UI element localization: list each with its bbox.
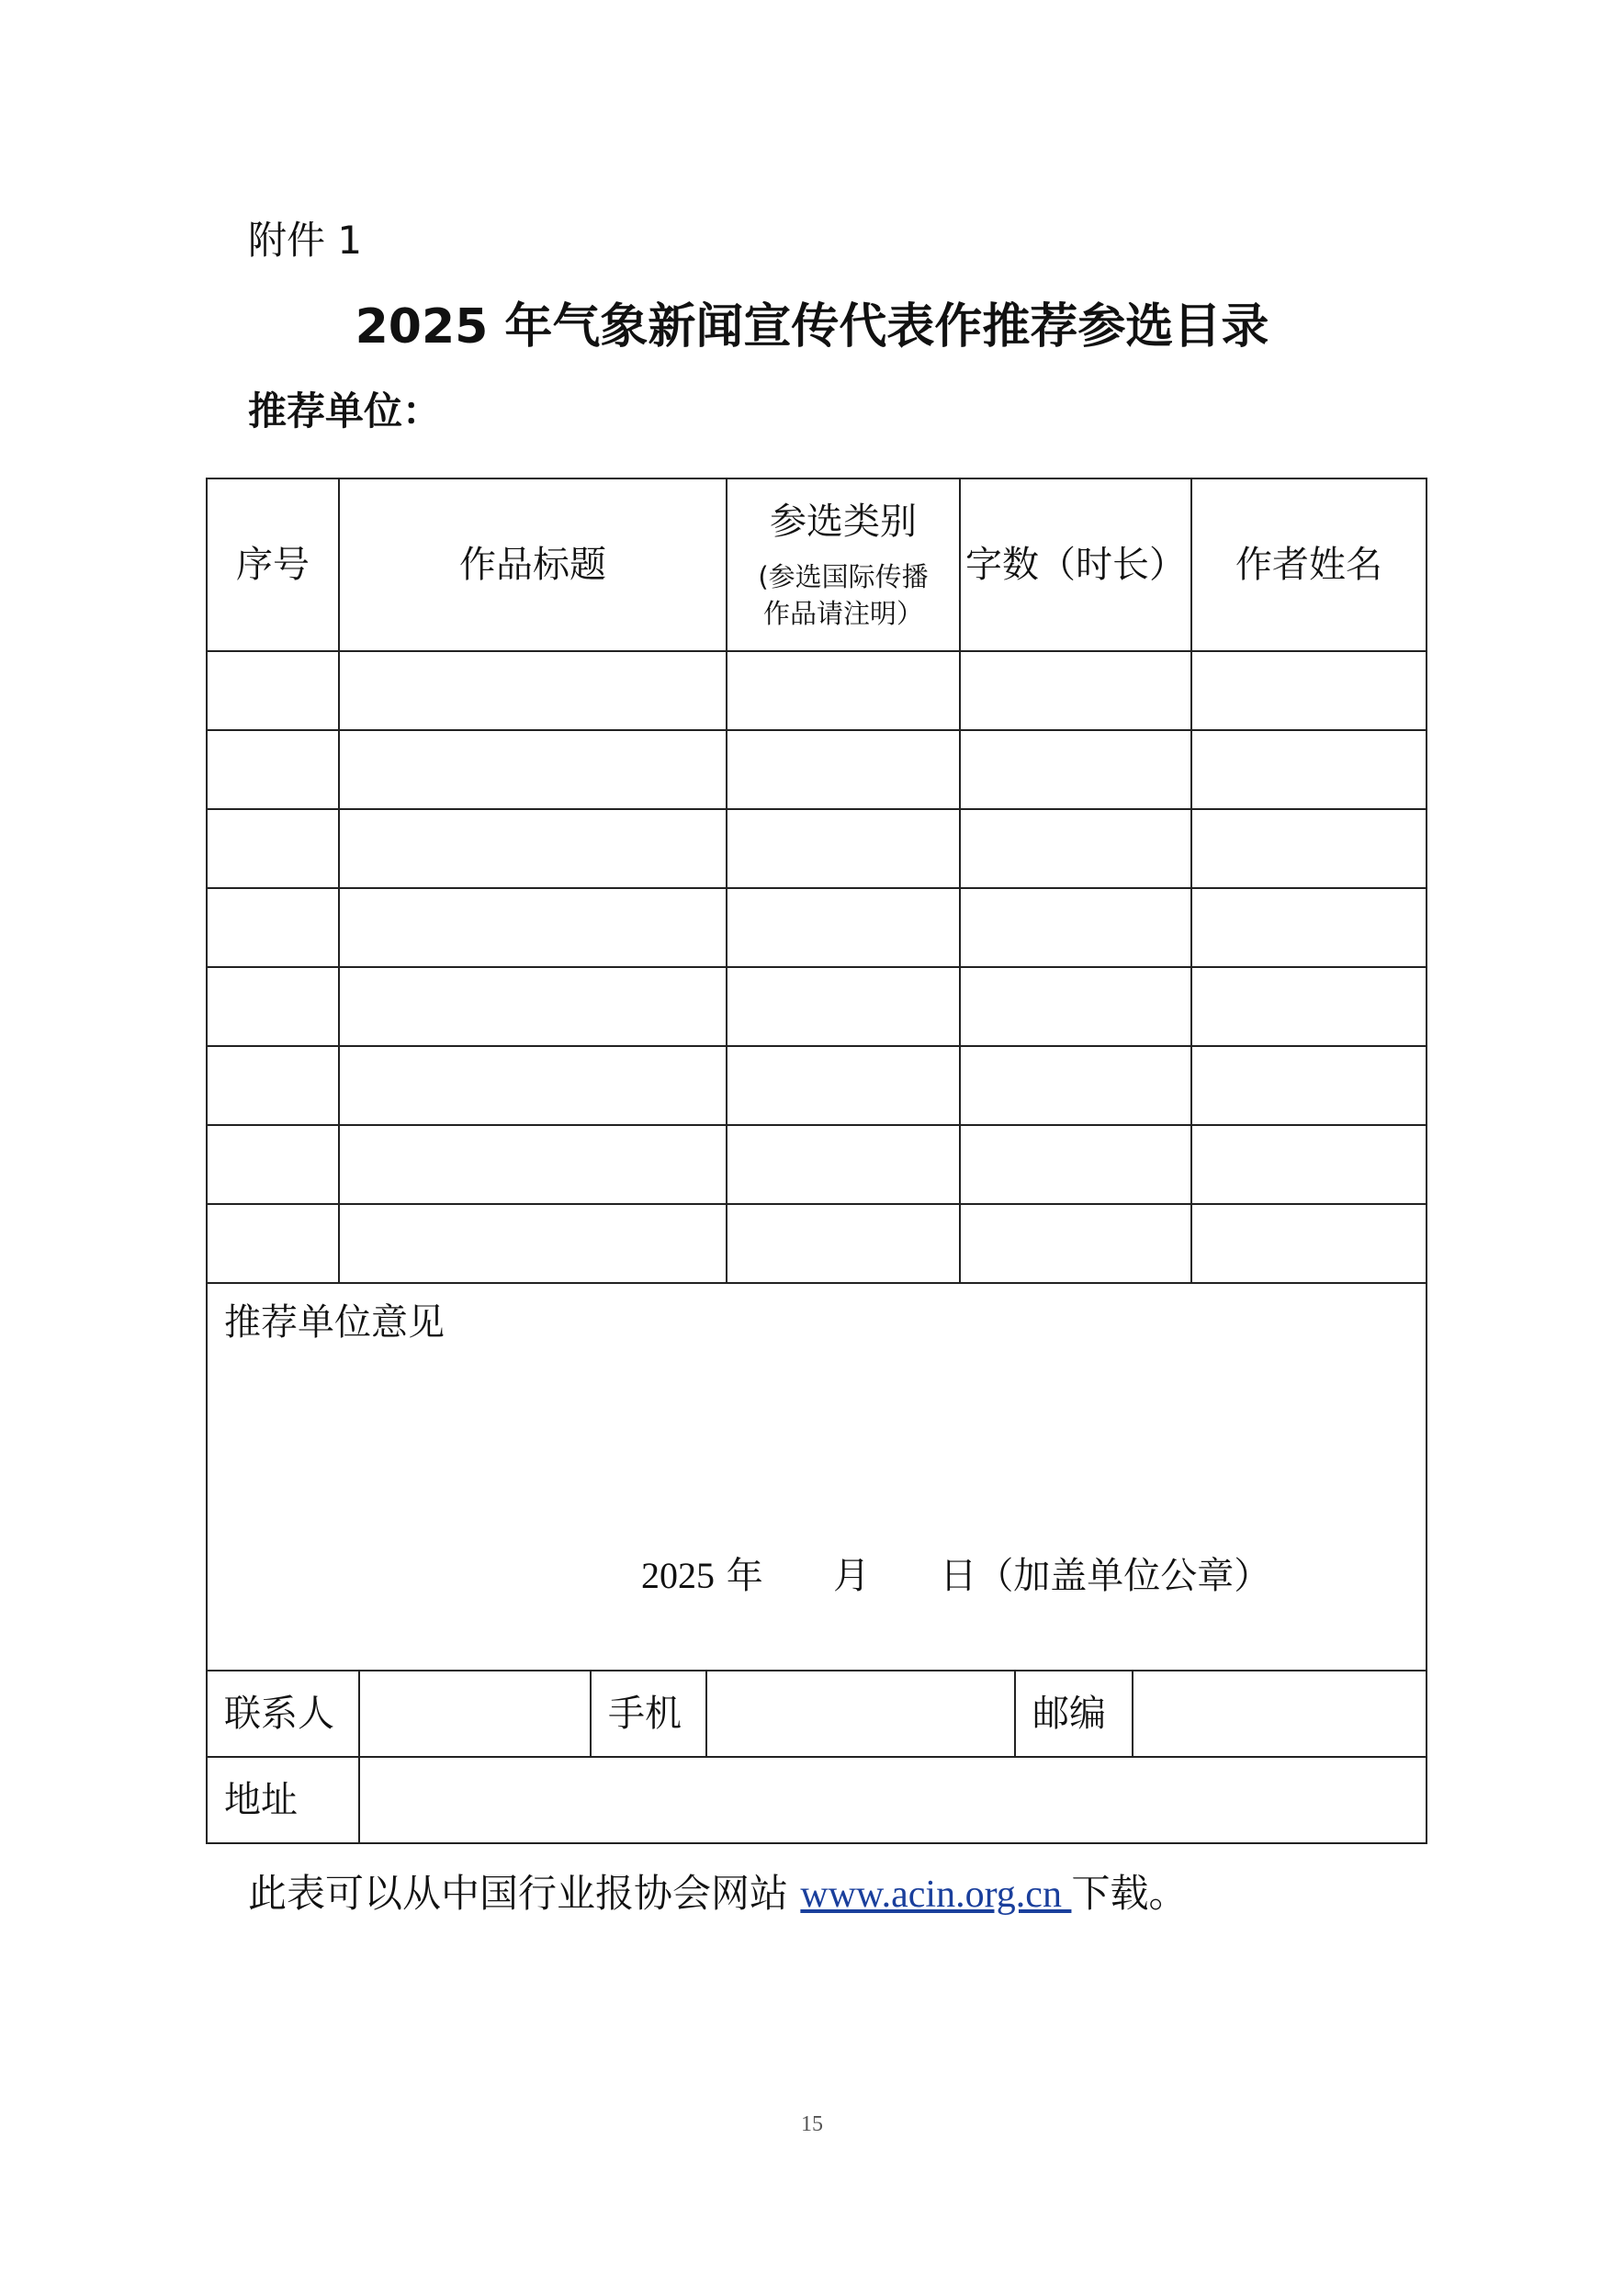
page-number: 15 (801, 2112, 823, 2136)
opinion-date-year: 2025 (641, 1555, 715, 1596)
row-3-serial-no[interactable] (208, 810, 338, 887)
acin-website-link[interactable]: www.acin.org.cn (800, 1874, 1072, 1916)
row-8-category[interactable] (727, 1205, 959, 1282)
download-note-suffix: 下载。 (1071, 1871, 1188, 1916)
opinion-seal-note: （加盖单位公章） (976, 1555, 1271, 1597)
row-7-work-title[interactable] (340, 1126, 726, 1203)
row-1-category[interactable] (727, 652, 959, 729)
row-2-author[interactable] (1192, 731, 1426, 808)
row-6-author[interactable] (1192, 1047, 1426, 1124)
row-2-category[interactable] (727, 731, 959, 808)
row-3-author[interactable] (1192, 810, 1426, 887)
row-7-word-count[interactable] (961, 1126, 1190, 1203)
row-6-serial-no[interactable] (208, 1047, 338, 1124)
row-5-category[interactable] (727, 968, 959, 1045)
attachment-label: 附件 1 (248, 218, 363, 263)
row-6-category[interactable] (727, 1047, 959, 1124)
row-4-work-title[interactable] (340, 889, 726, 966)
row-2-word-count[interactable] (961, 731, 1190, 808)
row-8-author[interactable] (1192, 1205, 1426, 1282)
opinion-date-year-unit: 年 (726, 1555, 763, 1597)
row-6-work-title[interactable] (340, 1047, 726, 1124)
opinion-date-month-unit: 月 (833, 1555, 871, 1597)
postcode-field[interactable] (1133, 1671, 1426, 1756)
opinion-label: 推荐单位意见 (224, 1301, 445, 1344)
recommendation-form-table (206, 478, 1427, 1844)
row-3-category[interactable] (727, 810, 959, 887)
row-2-work-title[interactable] (340, 731, 726, 808)
row-1-word-count[interactable] (961, 652, 1190, 729)
opinion-date-day-unit: 日 (940, 1555, 977, 1597)
row-8-work-title[interactable] (340, 1205, 726, 1282)
header-category-note-1: (参选国际传播 (758, 561, 929, 592)
mobile-field[interactable] (707, 1671, 1014, 1756)
row-4-category[interactable] (727, 889, 959, 966)
row-1-work-title[interactable] (340, 652, 726, 729)
header-category (727, 479, 959, 650)
row-5-serial-no[interactable] (208, 968, 338, 1045)
postcode-label: 邮编 (1032, 1693, 1106, 1735)
row-1-serial-no[interactable] (208, 652, 338, 729)
document-title: 2025 年气象新闻宣传代表作推荐参选目录 (355, 299, 1269, 355)
contact-person-field[interactable] (360, 1671, 590, 1756)
header-author: 作者姓名 (1235, 544, 1382, 586)
row-1-author[interactable] (1192, 652, 1426, 729)
row-3-work-title[interactable] (340, 810, 726, 887)
row-7-category[interactable] (727, 1126, 959, 1203)
header-serial-no: 序号 (236, 544, 310, 586)
contact-person-label: 联系人 (224, 1693, 334, 1735)
row-4-serial-no[interactable] (208, 889, 338, 966)
row-7-author[interactable] (1192, 1126, 1426, 1203)
download-note (248, 1866, 1187, 1922)
header-word-count: 字数（时长） (965, 544, 1186, 586)
mobile-label: 手机 (608, 1693, 682, 1735)
download-note-prefix: 此表可以从中国行业报协会网站 (248, 1871, 801, 1916)
header-work-title: 作品标题 (459, 544, 606, 586)
row-3-word-count[interactable] (961, 810, 1190, 887)
row-8-word-count[interactable] (961, 1205, 1190, 1282)
address-label: 地址 (224, 1779, 298, 1821)
row-5-work-title[interactable] (340, 968, 726, 1045)
header-category-note-2: 作品请注明） (762, 598, 923, 629)
row-4-word-count[interactable] (961, 889, 1190, 966)
row-8-serial-no[interactable] (208, 1205, 338, 1282)
row-5-word-count[interactable] (961, 968, 1190, 1045)
row-4-author[interactable] (1192, 889, 1426, 966)
row-7-serial-no[interactable] (208, 1126, 338, 1203)
row-6-word-count[interactable] (961, 1047, 1190, 1124)
header-category-label: 参选类别 (770, 501, 917, 543)
recommending-unit-label: 推荐单位： (248, 388, 442, 433)
address-field[interactable] (360, 1758, 1426, 1842)
row-2-serial-no[interactable] (208, 731, 338, 808)
row-5-author[interactable] (1192, 968, 1426, 1045)
opinion-date-line (641, 1552, 1270, 1600)
